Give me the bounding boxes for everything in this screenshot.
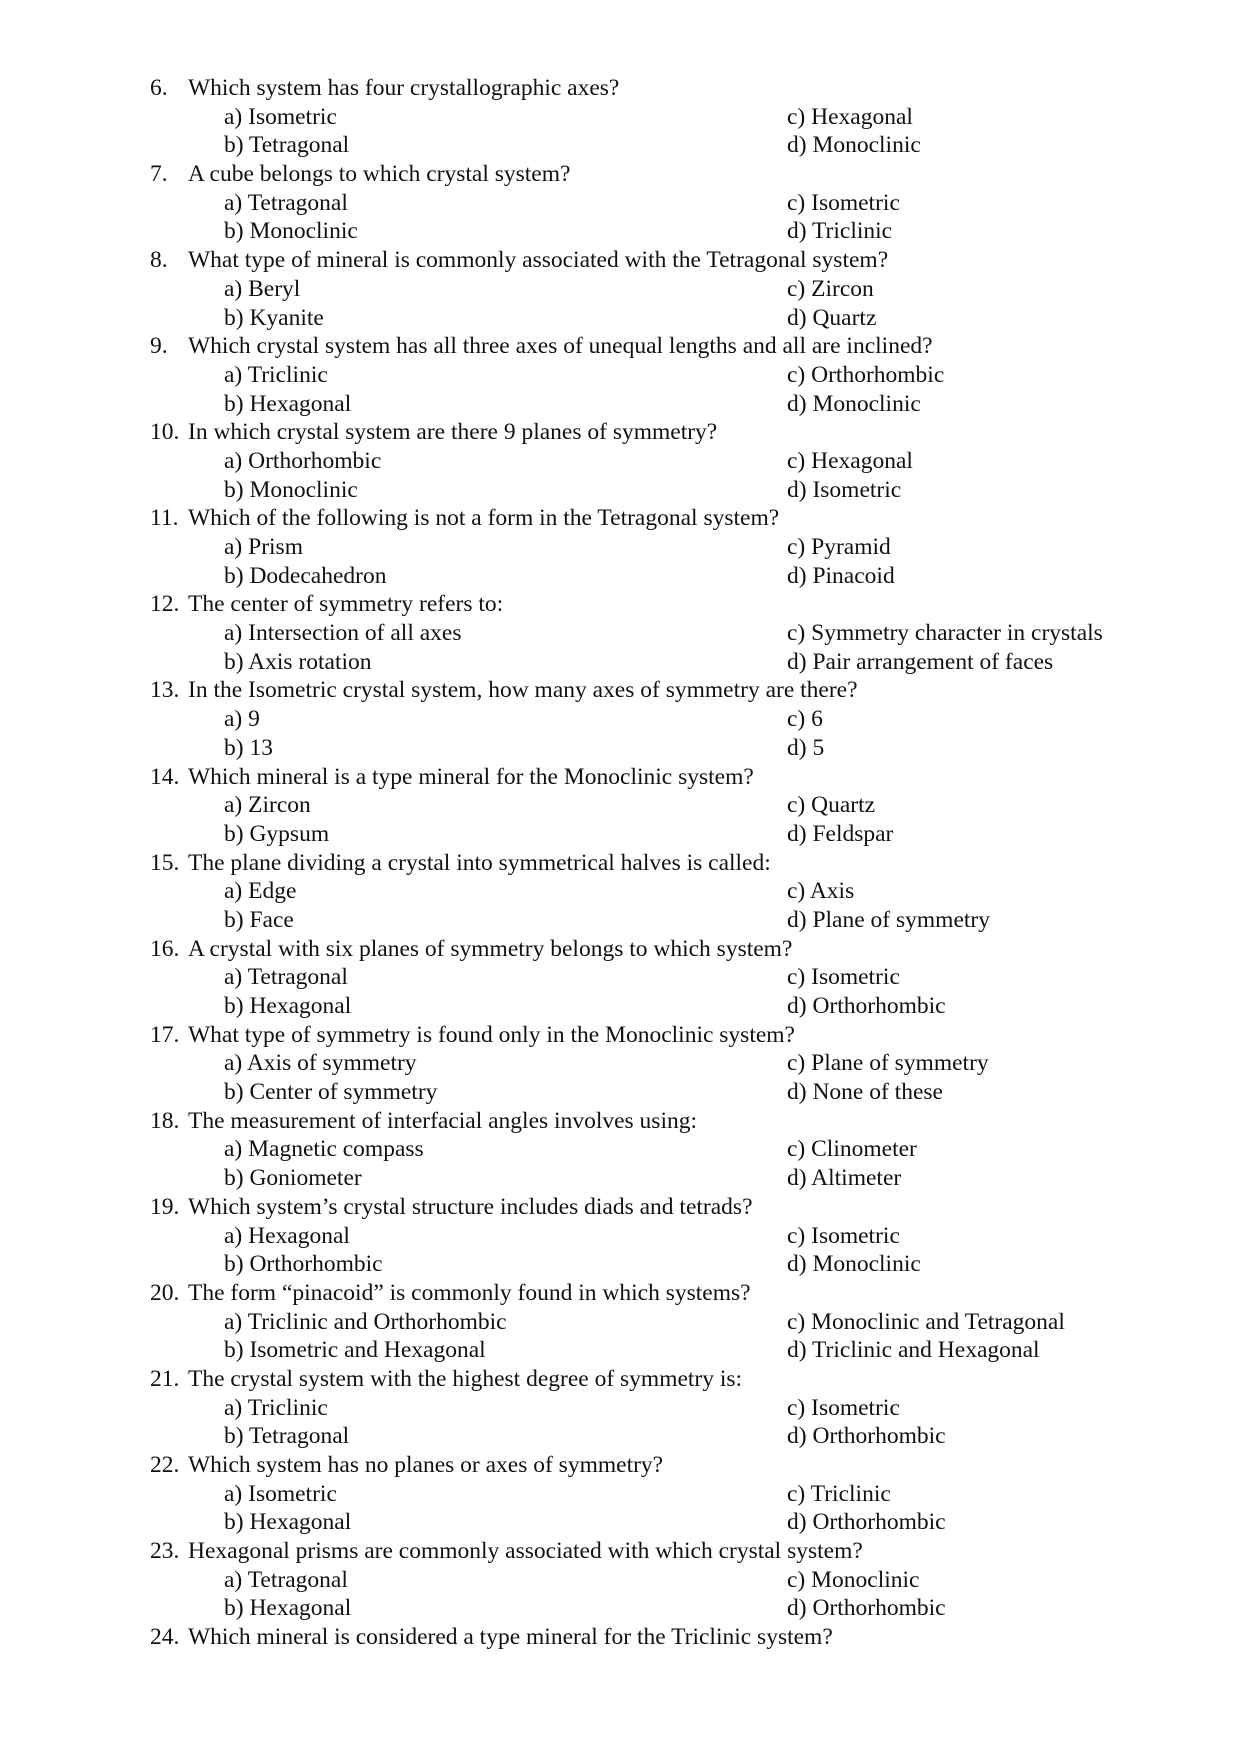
options-row-ac xyxy=(150,877,1210,906)
option-a: a) Zircon xyxy=(224,792,311,819)
question-number: 24. xyxy=(150,1624,180,1651)
option-a: a) Intersection of all axes xyxy=(224,620,462,647)
option-c: c) Pyramid xyxy=(787,534,891,560)
option-a: a) Beryl xyxy=(224,275,301,302)
option-a: a) Hexagonal xyxy=(224,1222,350,1249)
option-c: c) Hexagonal xyxy=(787,103,913,130)
option-b: b) Goniometer xyxy=(224,1165,362,1192)
option-c: c) Clinometer xyxy=(787,1136,917,1163)
option-b: b) Hexagonal xyxy=(224,993,352,1019)
question-number: 23. xyxy=(150,1538,180,1565)
options-row-bd xyxy=(150,1422,1210,1451)
question-7 xyxy=(150,160,1210,189)
option-a: a) Prism xyxy=(224,534,303,560)
option-d: d) Orthorhombic xyxy=(787,1509,946,1536)
option-b: b) Hexagonal xyxy=(224,1595,352,1622)
question-text: Which system’s crystal structure includes diads and tetrads? xyxy=(188,1193,753,1220)
option-a: a) Tetragonal xyxy=(224,189,348,216)
question-number: 7. xyxy=(150,161,168,188)
question-number: 12. xyxy=(150,591,180,618)
question-number: 21. xyxy=(150,1365,180,1392)
option-d: d) Pinacoid xyxy=(787,562,895,589)
options-row-ac xyxy=(150,791,1210,820)
options-row-bd xyxy=(150,1594,1210,1623)
option-b: b) 13 xyxy=(224,734,273,761)
option-d: d) Triclinic xyxy=(787,218,893,245)
option-b: b) Dodecahedron xyxy=(224,562,387,589)
option-b: b) Monoclinic xyxy=(224,476,358,503)
options-row-ac xyxy=(150,1394,1210,1423)
option-c: c) Axis xyxy=(787,878,855,905)
option-b: b) Tetragonal xyxy=(224,1423,350,1450)
options-row-ac xyxy=(150,1480,1210,1509)
option-c: c) Zircon xyxy=(787,275,874,302)
question-number: 10. xyxy=(150,419,180,446)
question-number: 18. xyxy=(150,1107,180,1134)
option-d: d) 5 xyxy=(787,734,825,761)
option-c: c) Hexagonal xyxy=(787,447,913,474)
question-17 xyxy=(150,1021,1210,1050)
question-24 xyxy=(150,1623,1210,1652)
option-b: b) Center of symmetry xyxy=(224,1079,438,1106)
question-text: What type of symmetry is found only in the Monoclinic system? xyxy=(188,1021,795,1048)
question-text: Which system has four crystallographic axes? xyxy=(188,75,620,101)
question-9 xyxy=(150,332,1210,361)
question-text: The form “pinacoid” is commonly found in which systems? xyxy=(188,1279,751,1306)
option-a: a) Triclinic xyxy=(224,361,328,388)
option-c: c) Plane of symmetry xyxy=(787,1050,989,1077)
option-c: c) Quartz xyxy=(787,792,876,819)
option-c: c) Triclinic xyxy=(787,1480,891,1507)
question-text: The center of symmetry refers to: xyxy=(188,591,504,618)
options-row-ac xyxy=(150,1135,1210,1164)
option-a: a) Triclinic and Orthorhombic xyxy=(224,1308,507,1335)
question-number: 22. xyxy=(150,1452,180,1478)
option-d: d) None of these xyxy=(787,1079,943,1106)
question-text: What type of mineral is commonly associated with the Tetragonal system? xyxy=(188,247,889,274)
options-row-ac xyxy=(150,963,1210,992)
question-16 xyxy=(150,935,1210,964)
options-row-bd xyxy=(150,217,1210,246)
options-row-ac xyxy=(150,1566,1210,1595)
option-b: b) Tetragonal xyxy=(224,132,350,159)
question-text: A crystal with six planes of symmetry belongs to which system? xyxy=(188,935,793,962)
question-number: 19. xyxy=(150,1193,180,1220)
options-row-ac xyxy=(150,705,1210,734)
question-text: The measurement of interfacial angles involves using: xyxy=(188,1107,698,1134)
question-number: 14. xyxy=(150,763,180,790)
question-number: 13. xyxy=(150,677,180,704)
option-a: a) Isometric xyxy=(224,103,337,130)
question-13 xyxy=(150,676,1210,705)
option-c: c) Symmetry character in crystals xyxy=(787,620,1103,647)
options-row-ac xyxy=(150,361,1210,390)
question-text: Which mineral is considered a type mineral for the Triclinic system? xyxy=(188,1624,833,1651)
options-row-bd xyxy=(150,390,1210,419)
question-10 xyxy=(150,418,1210,447)
options-row-ac xyxy=(150,103,1210,132)
option-c: c) Monoclinic xyxy=(787,1566,920,1593)
options-row-bd xyxy=(150,992,1210,1021)
options-row-ac xyxy=(150,1222,1210,1251)
option-d: d) Orthorhombic xyxy=(787,993,946,1019)
question-number: 20. xyxy=(150,1279,180,1306)
options-row-bd xyxy=(150,820,1210,849)
question-text: Hexagonal prisms are commonly associated with which crystal system? xyxy=(188,1538,863,1565)
option-d: d) Feldspar xyxy=(787,820,894,847)
option-b: b) Face xyxy=(224,906,294,933)
options-row-ac xyxy=(150,533,1210,562)
option-a: a) Orthorhombic xyxy=(224,447,382,474)
question-number: 15. xyxy=(150,849,180,876)
question-11 xyxy=(150,504,1210,533)
options-row-bd xyxy=(150,1250,1210,1279)
option-d: d) Monoclinic xyxy=(787,132,921,159)
option-a: a) Isometric xyxy=(224,1480,337,1507)
options-row-ac xyxy=(150,447,1210,476)
question-22 xyxy=(150,1451,1210,1480)
question-text: In which crystal system are there 9 planes of symmetry? xyxy=(188,419,718,446)
option-a: a) Magnetic compass xyxy=(224,1136,424,1163)
option-b: b) Axis rotation xyxy=(224,648,372,675)
option-a: a) Tetragonal xyxy=(224,1566,348,1593)
option-d: d) Triclinic and Hexagonal xyxy=(787,1337,1040,1364)
question-text: A cube belongs to which crystal system? xyxy=(188,161,571,188)
question-number: 6. xyxy=(150,75,168,101)
question-text: In the Isometric crystal system, how many axes of symmetry are there? xyxy=(188,677,858,704)
question-text: Which crystal system has all three axes of unequal lengths and all are inclined? xyxy=(188,333,933,360)
question-21 xyxy=(150,1365,1210,1394)
option-c: c) Orthorhombic xyxy=(787,361,945,388)
options-row-ac xyxy=(150,619,1210,648)
question-18 xyxy=(150,1107,1210,1136)
option-b: b) Gypsum xyxy=(224,820,330,847)
option-a: a) 9 xyxy=(224,706,260,733)
options-row-bd xyxy=(150,131,1210,160)
option-c: c) Isometric xyxy=(787,1222,900,1249)
question-text: The crystal system with the highest degree of symmetry is: xyxy=(188,1365,743,1392)
question-number: 9. xyxy=(150,333,168,360)
option-b: b) Orthorhombic xyxy=(224,1251,383,1278)
question-15 xyxy=(150,849,1210,878)
option-d: d) Pair arrangement of faces xyxy=(787,648,1054,675)
options-row-bd xyxy=(150,648,1210,677)
option-a: a) Tetragonal xyxy=(224,964,348,991)
option-d: d) Monoclinic xyxy=(787,1251,921,1278)
option-c: c) Isometric xyxy=(787,1394,900,1421)
option-b: b) Isometric and Hexagonal xyxy=(224,1337,486,1364)
options-row-bd xyxy=(150,1078,1210,1107)
question-14 xyxy=(150,763,1210,792)
option-c: c) Isometric xyxy=(787,964,900,991)
option-c: c) Isometric xyxy=(787,189,900,216)
option-c: c) Monoclinic and Tetragonal xyxy=(787,1308,1065,1335)
question-6 xyxy=(150,74,1210,103)
options-row-bd xyxy=(150,734,1210,763)
question-list xyxy=(150,74,1210,1652)
question-number: 11. xyxy=(150,505,179,532)
options-row-bd xyxy=(150,1508,1210,1537)
question-text: Which of the following is not a form in the Tetragonal system? xyxy=(188,505,780,532)
options-row-ac xyxy=(150,275,1210,304)
question-number: 8. xyxy=(150,247,168,274)
option-b: b) Kyanite xyxy=(224,304,324,331)
option-b: b) Hexagonal xyxy=(224,1509,352,1536)
option-b: b) Monoclinic xyxy=(224,218,358,245)
options-row-bd xyxy=(150,1336,1210,1365)
option-d: d) Orthorhombic xyxy=(787,1423,946,1450)
option-c: c) 6 xyxy=(787,706,823,733)
options-row-ac xyxy=(150,1049,1210,1078)
question-text: The plane dividing a crystal into symmetrical halves is called: xyxy=(188,849,771,876)
question-20 xyxy=(150,1279,1210,1308)
options-row-ac xyxy=(150,189,1210,218)
option-a: a) Triclinic xyxy=(224,1394,328,1421)
options-row-ac xyxy=(150,1308,1210,1337)
question-23 xyxy=(150,1537,1210,1566)
question-text: Which mineral is a type mineral for the Monoclinic system? xyxy=(188,763,754,790)
question-12 xyxy=(150,590,1210,619)
option-d: d) Orthorhombic xyxy=(787,1595,946,1622)
question-number: 17. xyxy=(150,1021,180,1048)
question-19 xyxy=(150,1193,1210,1222)
option-d: d) Isometric xyxy=(787,476,902,503)
question-number: 16. xyxy=(150,935,180,962)
options-row-bd xyxy=(150,476,1210,505)
options-row-bd xyxy=(150,906,1210,935)
question-text: Which system has no planes or axes of symmetry? xyxy=(188,1452,664,1478)
option-d: d) Quartz xyxy=(787,304,877,331)
option-d: d) Plane of symmetry xyxy=(787,906,990,933)
option-d: d) Monoclinic xyxy=(787,390,921,417)
options-row-bd xyxy=(150,304,1210,333)
options-row-bd xyxy=(150,562,1210,591)
option-b: b) Hexagonal xyxy=(224,390,352,417)
option-a: a) Edge xyxy=(224,878,297,905)
question-8 xyxy=(150,246,1210,275)
option-d: d) Altimeter xyxy=(787,1165,902,1192)
option-a: a) Axis of symmetry xyxy=(224,1050,417,1077)
options-row-bd xyxy=(150,1164,1210,1193)
